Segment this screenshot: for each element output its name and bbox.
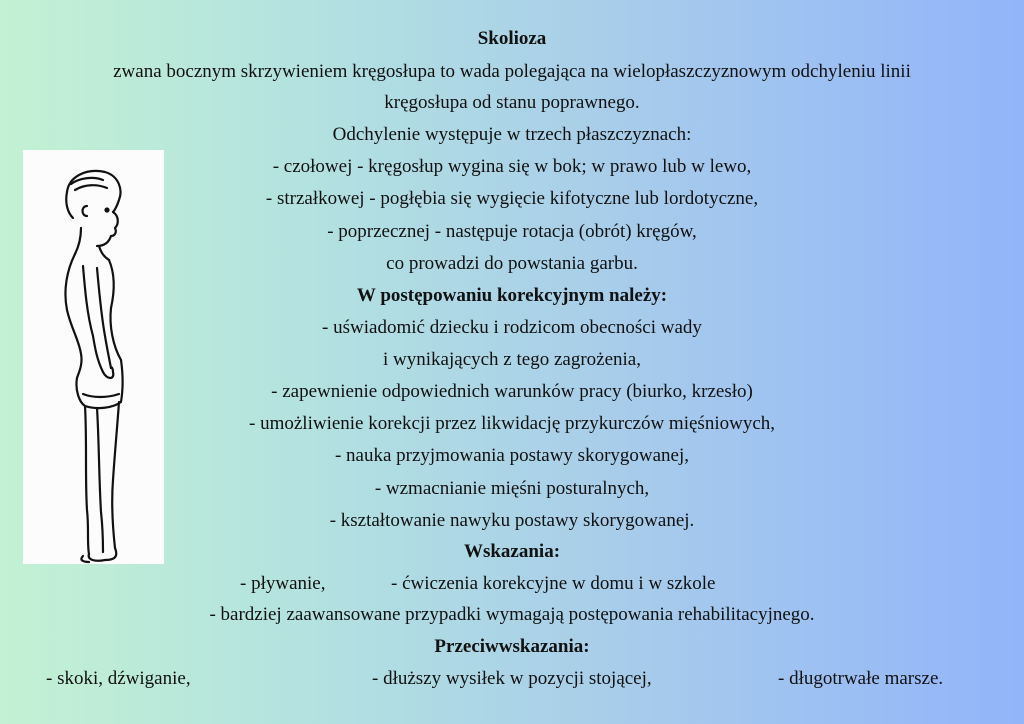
intro-line-5: - strzałkowej - pogłębia się wygięcie kifotyczne lub lordotyczne, xyxy=(265,188,759,209)
intro-line-2: kręgosłupa od stanu poprawnego. xyxy=(384,92,640,113)
corrective-item-4: - umożliwienie korekcji przez likwidację przykurczów mięśniowych, xyxy=(249,413,775,434)
indication-exercises: - ćwiczenia korekcyjne w domu i w szkole xyxy=(391,573,716,594)
corrective-item-2: i wynikających z tego zagrożenia, xyxy=(383,349,641,370)
indications-row-2: - bardziej zaawansowane przypadki wymagają postępowania rehabilitacyjnego. xyxy=(209,604,815,625)
posture-illustration xyxy=(23,150,164,564)
indications-heading: Wskazania: xyxy=(463,541,561,562)
corrective-item-1: - uświadomić dziecku i rodzicom obecności wady xyxy=(322,317,702,338)
contraindication-jumping: - skoki, dźwiganie, xyxy=(46,668,191,689)
contraindication-marching: - długotrwałe marsze. xyxy=(778,668,944,689)
contraindication-standing: - dłuższy wysiłek w pozycji stojącej, xyxy=(372,668,652,689)
intro-line-6: - poprzecznej - następuje rotacja (obrót) kręgów, xyxy=(327,221,697,242)
standing-boy-profile-icon xyxy=(23,150,164,564)
intro-line-7: co prowadzi do powstania garbu. xyxy=(386,253,638,274)
corrective-heading: W postępowaniu korekcyjnym należy: xyxy=(356,285,668,306)
corrective-item-3: - zapewnienie odpowiednich warunków pracy (biurko, krzesło) xyxy=(271,381,753,402)
intro-line-1: zwana bocznym skrzywieniem kręgosłupa to wada polegająca na wielopłaszczyznowym odchyleniu linii xyxy=(113,61,911,82)
corrective-item-7: - kształtowanie nawyku postawy skorygowanej. xyxy=(329,510,695,531)
indication-swimming: - pływanie, xyxy=(240,573,326,594)
corrective-item-6: - wzmacnianie mięśni posturalnych, xyxy=(374,478,650,499)
page-title: Skolioza xyxy=(477,28,547,49)
intro-line-3: Odchylenie występuje w trzech płaszczyznach: xyxy=(332,124,692,145)
corrective-item-5: - nauka przyjmowania postawy skorygowanej, xyxy=(334,445,690,466)
contraindications-heading: Przeciwwskazania: xyxy=(434,636,590,657)
intro-line-4: - czołowej - kręgosłup wygina się w bok; w prawo lub w lewo, xyxy=(272,156,752,177)
